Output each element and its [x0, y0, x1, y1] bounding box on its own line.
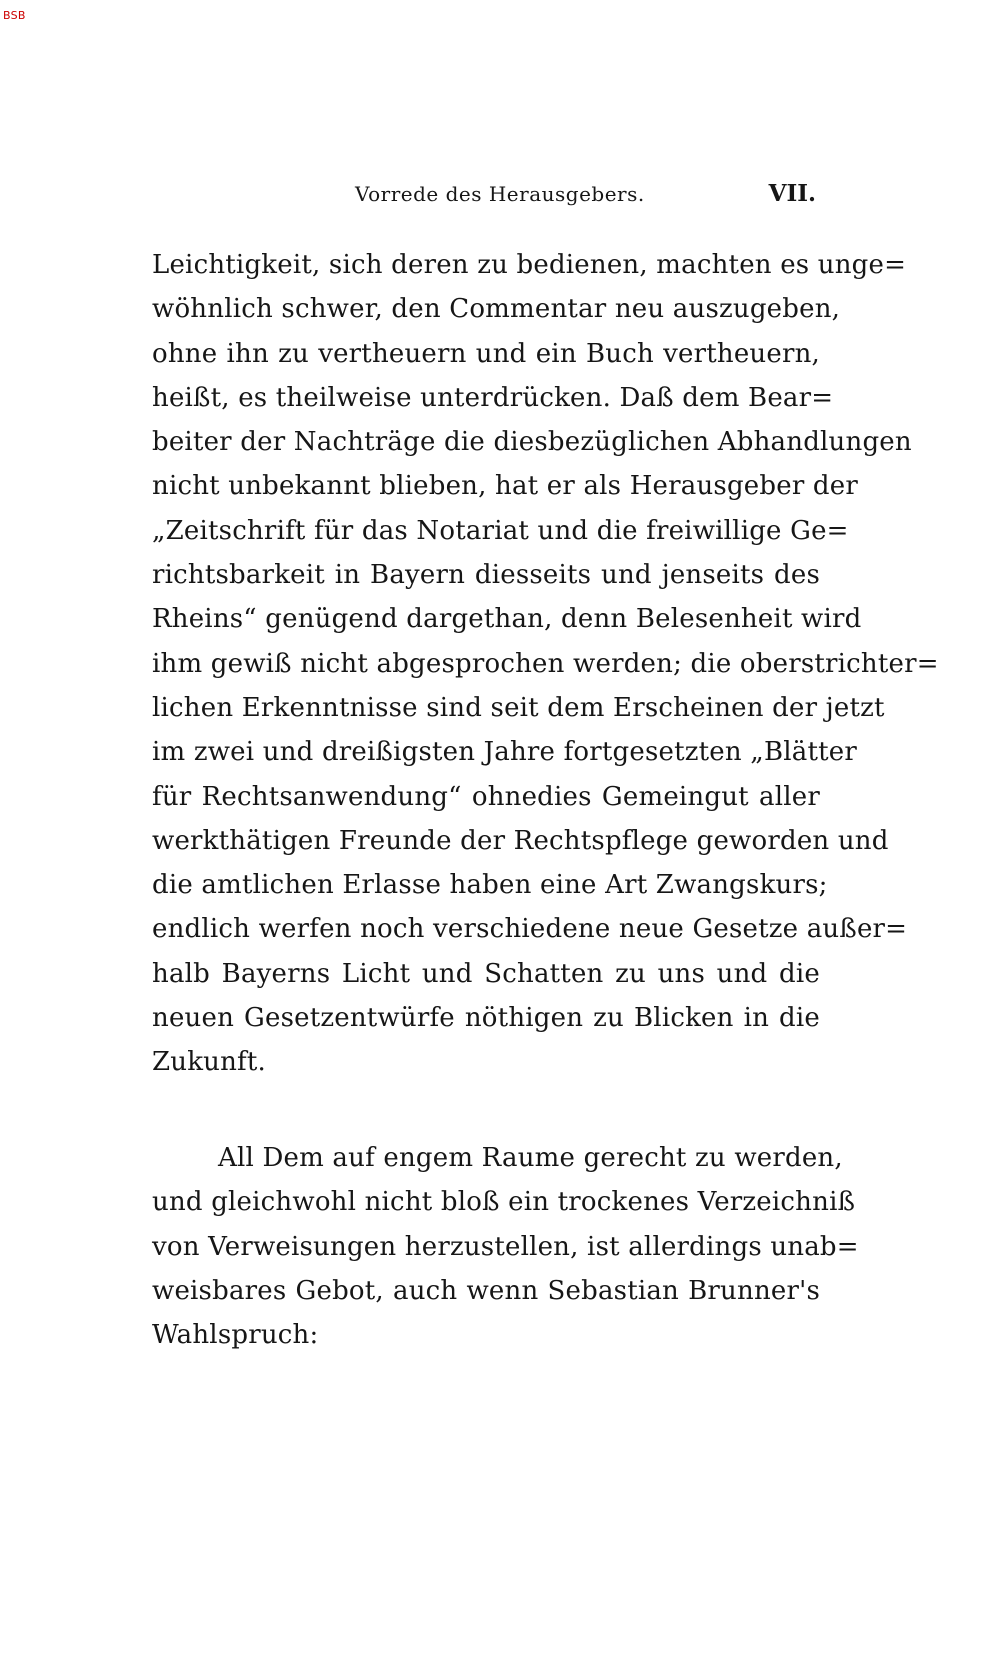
text-line: richtsbarkeit in Bayern diesseits und jenseits des [152, 560, 820, 591]
text-line: weisbares Gebot, auch wenn Sebastian Brunner's [152, 1275, 820, 1306]
running-header [150, 182, 820, 212]
text-line: Leichtigkeit, sich deren zu bedienen, machten es unge= [152, 250, 907, 280]
text-line: und gleichwohl nicht bloß ein trockenes Verzeichniß [152, 1187, 856, 1218]
text-line: endlich werfen noch verschiedene neue Gesetze außer= [152, 914, 908, 945]
text-line: ohne ihn zu vertheuern und ein Buch vertheuern, [152, 338, 820, 369]
text-line: Zukunft. [152, 1047, 266, 1078]
page-number: VII. [768, 180, 816, 207]
text-line: lichen Erkenntnisse sind seit dem Erscheinen der jetzt [152, 692, 885, 723]
text-line: „Zeitschrift für das Notariat und die freiwillige Ge= [152, 515, 849, 546]
text-line: Wahlspruch: [152, 1320, 319, 1351]
text-line: wöhnlich schwer, den Commentar neu auszugeben, [152, 294, 841, 325]
text-line: von Verweisungen herzustellen, ist allerdings unab= [152, 1231, 859, 1262]
text-line: werkthätigen Freunde der Rechtspflege geworden und [152, 825, 889, 856]
text-line: All Dem auf engem Raume gerecht zu werden, [218, 1143, 843, 1173]
paragraph-2 [152, 1136, 859, 1357]
text-line: heißt, es theilweise unterdrücken. Daß dem Bear= [152, 382, 834, 413]
text-line: im zwei und dreißigsten Jahre fortgesetzten „Blätter [152, 737, 857, 768]
paragraph-1 [152, 243, 939, 1085]
text-line: nicht unbekannt blieben, hat er als Herausgeber der [152, 471, 858, 502]
library-watermark: BSB [3, 9, 26, 22]
text-line: die amtlichen Erlasse haben eine Art Zwangskurs; [152, 870, 828, 901]
text-line: Rheins“ genügend dargethan, denn Belesenheit wird [152, 604, 862, 635]
text-line: ihm gewiß nicht abgesprochen werden; die oberstrichter= [152, 648, 939, 679]
text-line: halb Bayerns Licht und Schatten zu uns und die [152, 958, 820, 989]
running-header-title: Vorrede des Herausgebers. [355, 182, 645, 206]
text-line: beiter der Nachträge die diesbezüglichen Abhandlungen [152, 427, 912, 458]
text-line: für Rechtsanwendung“ ohnedies Gemeingut aller [152, 781, 820, 812]
text-line: neuen Gesetzentwürfe nöthigen zu Blicken in die [152, 1003, 820, 1034]
